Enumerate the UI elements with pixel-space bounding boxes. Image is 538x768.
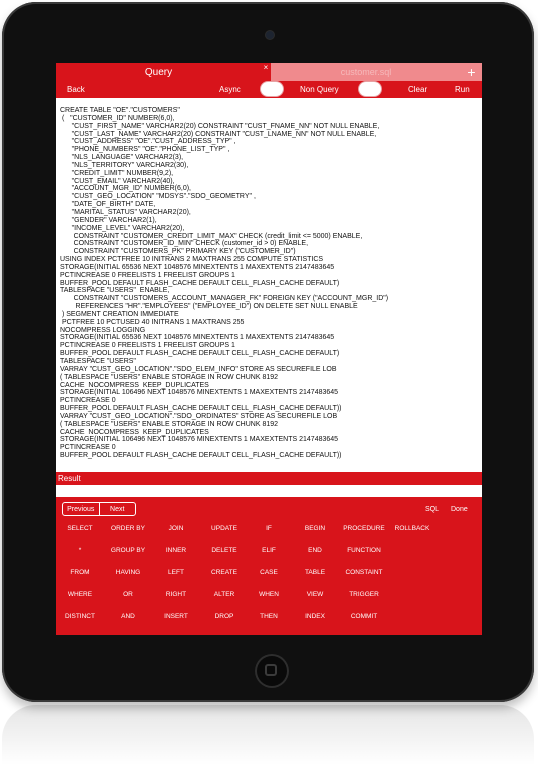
- home-button[interactable]: [255, 654, 289, 688]
- keyword-key[interactable]: ELIF: [262, 547, 276, 554]
- keyword-key[interactable]: ORDER BY: [111, 525, 145, 532]
- prev-next-control: [62, 502, 136, 516]
- keyword-key[interactable]: SELECT: [67, 525, 93, 532]
- sql-button[interactable]: SQL: [425, 506, 440, 513]
- code-line: "INCOME_LEVEL" VARCHAR2(20),: [60, 224, 185, 232]
- code-line: "NLS_LANGUAGE" VARCHAR2(3),: [60, 154, 184, 162]
- keyword-key[interactable]: PROCEDURE: [343, 525, 385, 532]
- code-line: ) SEGMENT CREATION IMMEDIATE: [60, 310, 179, 318]
- keyword-key[interactable]: CONSTAINT: [345, 569, 383, 576]
- code-line: ( "CUSTOMER_ID" NUMBER(6,0),: [60, 114, 175, 122]
- keyword-key[interactable]: JOIN: [168, 525, 184, 532]
- keyword-key[interactable]: GROUP BY: [110, 547, 146, 554]
- keyword-key[interactable]: CASE: [260, 569, 278, 576]
- keyword-key[interactable]: WHEN: [259, 591, 279, 598]
- code-line: STORAGE(INITIAL 106496 NEXT 1048576 MINEXTENTS 1 MAXEXTENTS 2147483645: [60, 436, 339, 444]
- non-query-toggle[interactable]: [359, 82, 381, 96]
- done-button[interactable]: Done: [451, 506, 468, 513]
- code-line: "CUST_FIRST_NAME" VARCHAR2(20) CONSTRAINT "CUST_FNAME_NN" NOT NULL ENABLE,: [60, 122, 380, 130]
- keyword-key[interactable]: RIGHT: [165, 591, 187, 598]
- code-line: PCTINCREASE 0: [60, 397, 116, 405]
- code-line: PCTINCREASE 0 FREELISTS 1 FREELIST GROUPS 1: [60, 271, 235, 279]
- keyword-key[interactable]: AND: [121, 613, 135, 620]
- device-reflection: [2, 705, 534, 765]
- keyword-key[interactable]: TRIGGER: [349, 591, 379, 598]
- keyword-key[interactable]: FUNCTION: [347, 547, 381, 554]
- code-line: STORAGE(INITIAL 65536 NEXT 1048576 MINEXTENTS 1 MAXEXTENTS 2147483645: [60, 334, 335, 342]
- code-line: "ACCOUNT_MGR_ID" NUMBER(6,0),: [60, 185, 191, 193]
- code-line: ( TABLESPACE "USERS" ENABLE STORAGE IN ROW CHUNK 8192: [60, 420, 279, 428]
- code-line: "PHONE_NUMBERS" "OE"."PHONE_LIST_TYP" ,: [60, 146, 230, 154]
- keyword-key[interactable]: CREATE: [211, 569, 237, 576]
- code-line: PCTINCREASE 0 FREELISTS 1 FREELIST GROUPS 1: [60, 342, 235, 350]
- sql-editor[interactable]: [60, 107, 480, 469]
- code-line: CACHE NOCOMPRESS KEEP_DUPLICATES: [60, 428, 209, 436]
- keyword-key[interactable]: WHERE: [67, 591, 93, 598]
- code-line: CONSTRAINT "CUSTOMER_CREDIT_LIMIT_MAX" CHECK (credit_limit <= 5000) ENABLE,: [60, 232, 363, 240]
- previous-button[interactable]: Previous: [67, 505, 95, 513]
- code-line: PCTINCREASE 0: [60, 444, 116, 452]
- tab-query[interactable]: Query: [56, 63, 261, 81]
- keyword-key[interactable]: UPDATE: [211, 525, 237, 532]
- keyword-key[interactable]: LEFT: [168, 569, 184, 576]
- code-line: "NLS_TERRITORY" VARCHAR2(30),: [60, 161, 189, 169]
- clear-button[interactable]: Clear: [408, 85, 428, 94]
- code-line: PCTFREE 10 PCTUSED 40 INITRANS 1 MAXTRANS 255: [60, 318, 245, 326]
- keyword-key[interactable]: DROP: [214, 613, 234, 620]
- keyword-key[interactable]: INSERT: [164, 613, 188, 620]
- sql-keyboard: [56, 497, 482, 635]
- keyword-key[interactable]: ROLLBACK: [394, 525, 430, 532]
- code-line: "CUST_EMAIL" VARCHAR2(40),: [60, 177, 175, 185]
- keyword-key[interactable]: DISTINCT: [65, 613, 95, 620]
- run-button[interactable]: Run: [455, 85, 470, 94]
- close-tab-icon[interactable]: ×: [261, 63, 271, 81]
- code-line: REFERENCES "HR"."EMPLOYEES" ("EMPLOYEE_ID") ON DELETE SET NULL ENABLE: [60, 303, 358, 311]
- keyword-key[interactable]: IF: [266, 525, 272, 532]
- code-line: BUFFER_POOL DEFAULT FLASH_CACHE DEFAULT CELL_FLASH_CACHE DEFAULT): [60, 279, 340, 287]
- keyword-key[interactable]: INDEX: [305, 613, 325, 620]
- code-line: BUFFER_POOL DEFAULT FLASH_CACHE DEFAULT CELL_FLASH_CACHE DEFAULT)): [60, 452, 342, 460]
- code-line: TABLESPACE "USERS" ENABLE,: [60, 287, 170, 295]
- keyword-key[interactable]: DELETE: [211, 547, 237, 554]
- code-line: "CUST_GEO_LOCATION" "MDSYS"."SDO_GEOMETRY" ,: [60, 193, 256, 201]
- keyword-key[interactable]: INNER: [165, 547, 187, 554]
- keyword-key[interactable]: FROM: [70, 569, 90, 576]
- toolbar: [56, 81, 482, 98]
- add-tab-icon[interactable]: +: [461, 63, 482, 81]
- keyword-key[interactable]: THEN: [260, 613, 278, 620]
- code-line: STORAGE(INITIAL 106496 NEXT 1048576 MINEXTENTS 1 MAXEXTENTS 2147483645: [60, 389, 339, 397]
- tab-customer-sql[interactable]: customer.sql: [271, 63, 461, 81]
- code-line: "CUST_ADDRESS" "OE"."CUST_ADDRESS_TYP" ,: [60, 138, 236, 146]
- code-line: TABLESPACE "USERS": [60, 358, 136, 365]
- code-line: NOCOMPRESS LOGGING: [60, 326, 146, 334]
- result-header: Result: [56, 472, 482, 485]
- async-label: Async: [219, 85, 241, 94]
- code-line: CONSTRAINT "CUSTOMERS_PK" PRIMARY KEY ("CUSTOMER_ID"): [60, 248, 296, 256]
- code-line: CONSTRAINT "CUSTOMER_ID_MIN" CHECK (customer_id > 0) ENABLE,: [60, 240, 309, 248]
- code-line: CONSTRAINT "CUSTOMERS_ACCOUNT_MANAGER_FK" FOREIGN KEY ("ACCOUNT_MGR_ID"): [60, 295, 389, 303]
- keyword-key[interactable]: ALTER: [213, 591, 235, 598]
- keyword-key[interactable]: OR: [123, 591, 133, 598]
- code-line: "MARITAL_STATUS" VARCHAR2(20),: [60, 208, 191, 216]
- keyword-key[interactable]: END: [308, 547, 322, 554]
- code-line: ( TABLESPACE "USERS" ENABLE STORAGE IN ROW CHUNK 8192: [60, 373, 279, 381]
- code-line: CACHE NOCOMPRESS KEEP_DUPLICATES: [60, 381, 209, 389]
- keyword-key[interactable]: HAVING: [115, 569, 141, 576]
- async-toggle[interactable]: [261, 82, 283, 96]
- keyword-key[interactable]: BEGIN: [304, 525, 326, 532]
- keyword-key[interactable]: TABLE: [304, 569, 326, 576]
- code-line: BUFFER_POOL DEFAULT FLASH_CACHE DEFAULT CELL_FLASH_CACHE DEFAULT): [60, 350, 340, 358]
- keyword-key[interactable]: *: [78, 547, 82, 554]
- tab-bar: [56, 63, 482, 81]
- code-line: "CUST_LAST_NAME" VARCHAR2(20) CONSTRAINT "CUST_LNAME_NN" NOT NULL ENABLE,: [60, 130, 377, 138]
- home-square-icon: [265, 664, 277, 676]
- code-line: "CREDIT_LIMIT" NUMBER(9,2),: [60, 169, 174, 177]
- code-line: USING INDEX PCTFREE 10 INITRANS 2 MAXTRANS 255 COMPUTE STATISTICS: [60, 256, 324, 264]
- keyword-key[interactable]: COMMIT: [350, 613, 378, 620]
- app-screen: [56, 63, 482, 635]
- code-line: VARRAY "CUST_GEO_LOCATION"."SDO_ORDINATES" STORE AS SECUREFILE LOB: [60, 412, 338, 420]
- code-line: BUFFER_POOL DEFAULT FLASH_CACHE DEFAULT CELL_FLASH_CACHE DEFAULT)): [60, 405, 342, 413]
- non-query-label: Non Query: [300, 85, 339, 94]
- code-line: STORAGE(INITIAL 65536 NEXT 1048576 MINEXTENTS 1 MAXEXTENTS 2147483645: [60, 263, 335, 271]
- keyword-key[interactable]: VIEW: [306, 591, 324, 598]
- next-button[interactable]: Next: [99, 503, 136, 515]
- back-button[interactable]: Back: [67, 85, 85, 94]
- code-line: VARRAY "CUST_GEO_LOCATION"."SDO_ELEM_INFO" STORE AS SECUREFILE LOB: [60, 365, 337, 373]
- code-line: "GENDER" VARCHAR2(1),: [60, 216, 157, 224]
- code-line: "DATE_OF_BIRTH" DATE,: [60, 201, 156, 209]
- code-line: CREATE TABLE "OE"."CUSTOMERS": [60, 107, 180, 114]
- camera-icon: [266, 31, 274, 39]
